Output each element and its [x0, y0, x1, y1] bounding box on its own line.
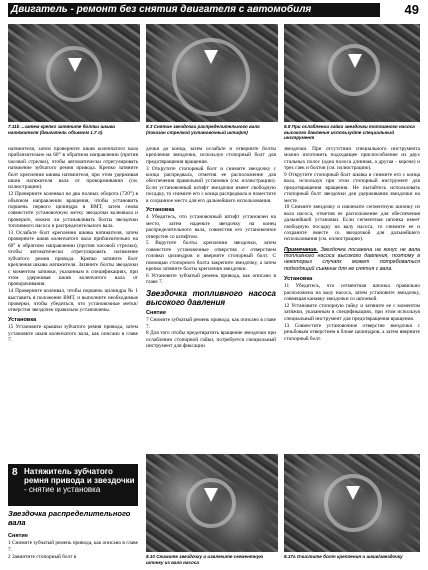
paragraph-6: 6 Установите зубчатый ремень привода, как описано в главе 7. — [146, 272, 276, 286]
caption-8-10: 8.10 Снимите звездочку и извлеките сегментную шпонку из вала насоса — [146, 554, 264, 565]
section-number: 8 — [12, 467, 18, 478]
photo-8-10 — [146, 454, 278, 552]
caption-8-8: 8.8 При ослаблении гайки звездочки топливного насоса высокого давления используйте специальный инструмент — [284, 124, 415, 141]
paragraph: звездочки. При отсутствии специального инструмента можно изготовить подходящее приспособление из двух стальных полос (одна полоса длинная, а другая - короче) и трех гаек и болтов (см. иллюстрацию). — [284, 146, 420, 172]
paragraph-10: 10 Снимите звездочку и извлеките сегментную шпонку из вала насоса, отметив ее расположение для обеспечения дальнейшей установки. Если сегментная шпонка имеет свободную посадку на валу насоса, то снимите ее и сохраните вместе со звездочкой для дальнейшего использования (см. иллюстрацию). — [284, 204, 420, 243]
section-title-main: Натяжитель зубчатого ремня привода и звездочки — [24, 467, 135, 485]
column-1-lower — [8, 530, 138, 560]
paragraph: дочки до конца, затем ослабьте и отверните болты крепления звездочки, используя стопорный болт для предотвращения вращения. — [146, 146, 276, 165]
chapter-title: Двигатель - ремонт без снятия двигателя с автомобиля — [8, 3, 380, 17]
section-title — [24, 467, 136, 494]
page-number: 49 — [404, 2, 419, 17]
paragraph-5: 5 Вкрутите болты крепления звездочки, затем совместите установочные отверстия с отверстием головки цилиндров и вверните стопорный болт. С помощью стопорного болта закрепите звездочку, а затем крепко затяните болты крепления звездочки. — [146, 240, 276, 273]
photo-8-8 — [284, 24, 420, 122]
subheading-assembly: Установка — [284, 276, 313, 283]
paragraph-11: 11 Убедитесь, что сегментная шпонка правильно расположена на валу насоса, затем установите звездочку, совмещая канавку звездочки со шпонкой. — [284, 283, 420, 303]
column-2 — [146, 146, 276, 350]
paragraph-13: 13 Совместите установочное отверстие звездочки с резьбовым отверстием в блоке цилиндров, а затем вверните стопорный болт. — [284, 322, 420, 342]
section-title-suffix: - снятие и установка — [24, 485, 101, 494]
page-header — [0, 0, 428, 22]
paragraph-12: 12 Установите стопорную гайку и затяните ее с моментом затяжки, указанным в спецификациях, при этом используя специальный инструмент для предотвращения вращения. — [284, 303, 420, 322]
photo-8-17a — [284, 454, 420, 552]
subheading-removal: Снятие — [8, 533, 28, 539]
paragraph-7: 7 Снимите зубчатый ремень привода, как описано в главе 7. — [146, 317, 276, 330]
paragraph-15: 15 Установите крышки зубчатого ремня привода, затем установите шкив коленчатого вала, как описано в главе 7. — [8, 324, 138, 343]
paragraph-4: 4 Убедитесь, что установочный штифт установлен на место, затем наденьте звездочку на конец распределительного вала, совместив его установочное отверстие со штифтом. — [146, 214, 276, 240]
section-8-banner — [8, 464, 138, 506]
caption-7-11b: 7.11b ...затем крепко затяните болты шкива натяжителя (двигатель объемом 1.7 л) — [8, 124, 115, 135]
column-3 — [284, 146, 420, 342]
paragraph-8: 8 Для того чтобы предотвратить вращение звездочки при ослаблении стопорной гайки, потребуется специальный инструмент для фиксации — [146, 330, 276, 350]
paragraph-12: 12 Проверните коленвал на два полных оборота (720°) в обычном направлении вращения, чтобы установить поршень первого цилиндра в ВМТ, затем снова совместите установочную метку звездочки коленвала и проверьте, можно ли устанавливать болты звездочки топливного насоса и распределительного вала. — [8, 191, 138, 230]
photo-7-11b — [8, 24, 140, 122]
note — [284, 247, 420, 272]
subheading-assembly: Установка — [8, 316, 37, 323]
photo-8-3 — [146, 24, 278, 122]
column-1 — [8, 146, 138, 344]
section-heading-fuel-pump: Звездочка топливного насоса высокого давления — [146, 288, 276, 307]
caption-8-17a: 8.17a Очистите болт крепления и шкив/звездочку — [284, 554, 403, 559]
paragraph: натяжителя, затем проверните шкив коленчатого вала приблизительно на 60° в обратном направлении (против часовой стрелки), чтобы автоматически отрегулировать натяжение зубчатого ремня привода. Крепко затяните болт крепления шкива натяжителя, при этом удерживая шкив натяжителя вала от проворачивания (см. иллюстрацию). — [8, 146, 138, 191]
paragraph-2: 2 Завинтите стопорный болт в — [8, 553, 77, 560]
subheading-removal: Снятие — [146, 309, 166, 316]
subsection-heading: Звездочка распределительного вала — [8, 509, 131, 527]
paragraph-9: 9 Открутите стопорный болт шкива и снимите его с конца вала, используя при этом стопорный инструмент для предотвращения вращения. Не пытайтесь использовать стопорный болт звездочки для удерживания звездочки на месте. — [284, 172, 420, 204]
paragraph-14: 14 Проверните коленвал, чтобы поршень цилиндра № 1 выставить в положение ВМТ, и выполните необходимые проверки, чтобы убедиться, что установочные метки/отверстия звездочек правильно установлены. — [8, 288, 138, 314]
paragraph-1: 1 Снимите зубчатый ремень привода, как описано в главе 7. — [8, 540, 138, 553]
caption-8-3: 8.3 Снятие звездочки распределительного вала (показан стрелкой установочный штифт) — [146, 124, 260, 135]
paragraph-3: 3 Открутите стопорный болт и снимите звездочку с конца распредвала, отметив ее расположение для обеспечения правильной установки (см. иллюстрацию). Если установочный штифт звездочки имеет свободную посадку, то снимите его с конца распредвала и поместите в сохранное место для его дальнейшего использования. — [146, 165, 276, 204]
note-text: Звездочка посажена на конус не вала топливного насоса высокого давления, поэтому в некоторых случаях может потребоваться подходящий съемник для ее снятия с вала. — [284, 246, 421, 272]
paragraph-13: 13 Ослабьте болт крепления шкива натяжителя, затем проверните шкив коленчатого вала приблизительно на 60° в обратном направлении (против часовой стрелки), чтобы автоматически отрегулировать натяжение зубчатого ремня привода. Крепко затяните болт крепления шкива натяжителя. Затяните болты звездочки с моментом затяжки, указанным в спецификациях, при этом удерживая шкив коленчатого вала от проворачивания. — [8, 230, 138, 288]
note-label: Примечание. — [284, 246, 318, 253]
subheading-assembly: Установка — [146, 207, 175, 214]
